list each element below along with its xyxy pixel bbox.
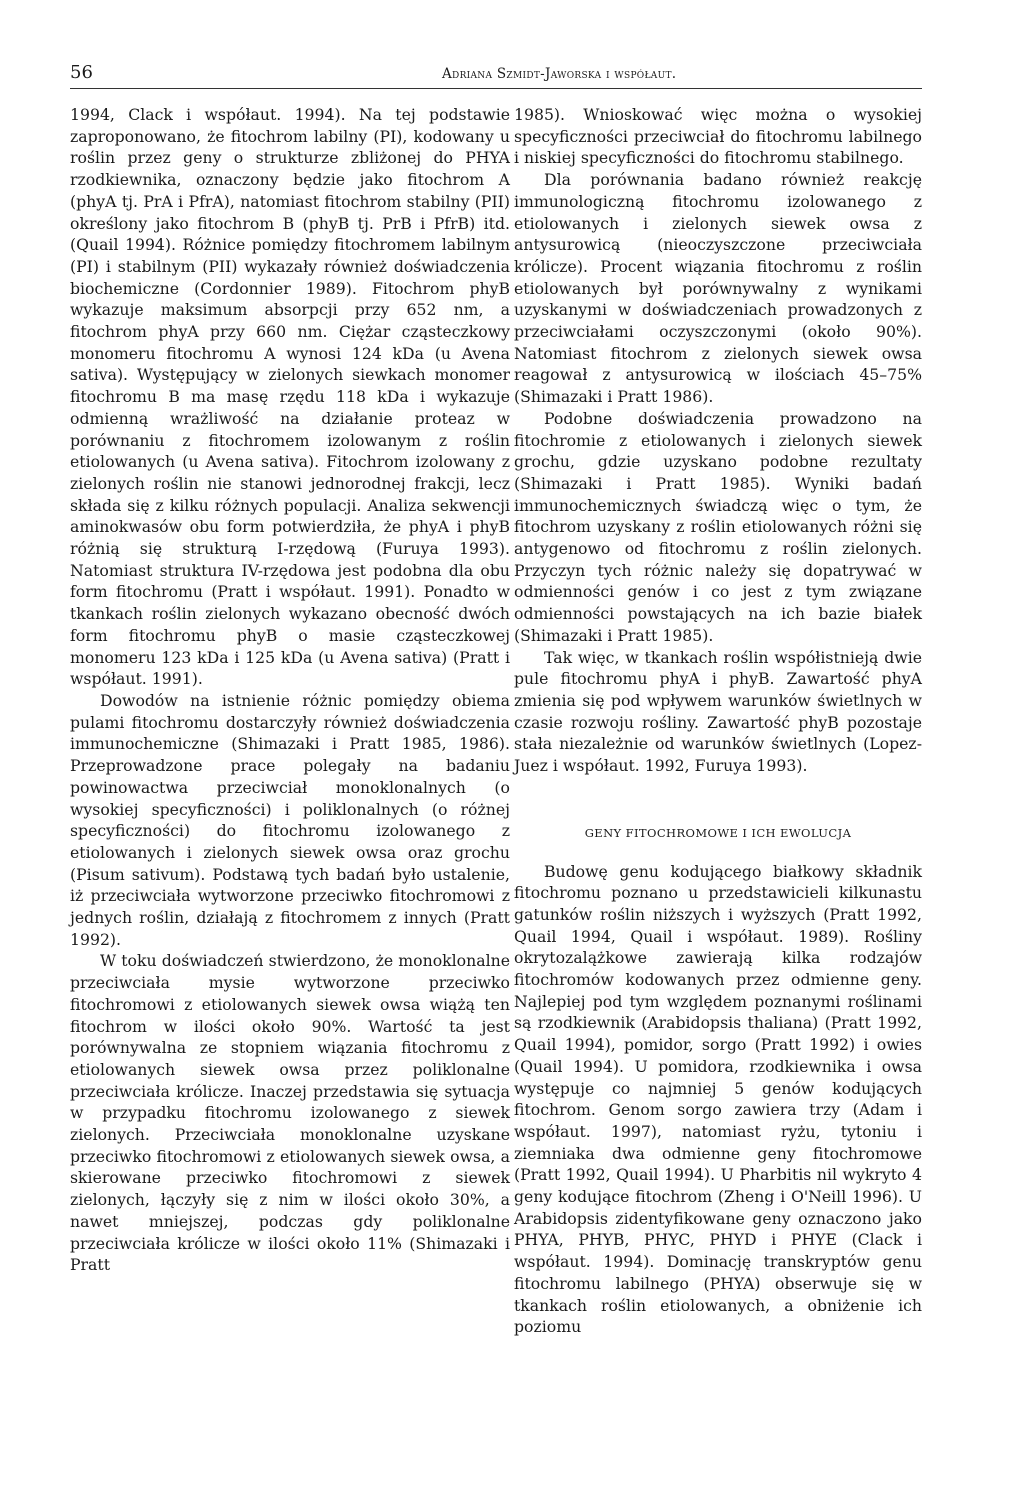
- paragraph: Tak więc, w tkankach roślin współistnieją dwie pule fitochromu phyA i phyB. Zawartość phyA zmienia się pod wpływem warunków świetlnych w czasie rozwoju rośliny. Zawartość phyB pozostaje stała niezależnie od warunków świetlnych (Lopez-Juez i współaut. 1992, Furuya 1993).: [514, 647, 922, 776]
- paragraph: 1985). Wnioskować więc można o wysokiej specyficzności przeciwciał do fitochromu labilnego i niskiej specyficzności do fitochromu stabilnego.: [514, 105, 922, 168]
- paragraph: Budowę genu kodującego białkowy składnik fitochromu poznano u przedstawicieli kilkunastu gatunków roślin niższych i wyższych (Pratt 1992, Quail 1994, Quail i współaut. 1989). Rośliny okrytozalążkowe zawierają kilka rodzajów fitochromów kodowanych przez odmienne geny. Najlepiej pod tym względem poznanymi roślinami są rzodkiewnik (Arabidopsis thaliana) (Pratt 1992, Quail 1994), pomidor, sorgo (Pratt 1992) i owies (Quail 1994). U pomidora, rzodkiewnika i owsa występuje co najmniej 5 genów kodujących fitochrom. Genom sorgo zawiera trzy (Adam i współaut. 1997), natomiast ryżu, tytoniu i ziemniaka dwa odmienne geny fitochromowe (Pratt 1992, Quail 1994). U Pharbitis nil wykryto 4 geny kodujące fitochrom (Zheng i O'Neill 1996). U Arabidopsis zidentyfikowane geny oznaczono jako PHYA, PHYB, PHYC, PHYD i PHYE (Clack i współaut. 1994). Dominację transkryptów genu fitochromu labilnego (PHYA) obserwuje się w tkankach roślin etiolowanych, a obniżenie ich poziomu: [514, 861, 922, 1337]
- paragraph: Podobne doświadczenia prowadzono na fitochromie z etiolowanych i zielonych siewek grochu, gdzie uzyskano podobne rezultaty (Shimazaki i Pratt 1985). Wyniki badań immunochemicznych świadczą więc o tym, że fitochrom uzyskany z roślin etiolowanych różni się antygenowo od fitochromu z roślin zielonych. Przyczyn tych różnic należy się dopatrywać w odmienności genów i co jest z tym związane odmienności powstających na ich bazie białek (Shimazaki i Pratt 1985).: [514, 408, 922, 645]
- left-column: [70, 104, 510, 1276]
- paragraph: Dla porównania badano również reakcję immunologiczną fitochromu izolowanego z etiolowanych i zielonych siewek owsa z antysurowicą (nieoczyszczone przeciwciała królicze). Procent wiązania fitochromu z roślin etiolowanych był porównywalny z wynikami uzyskanymi w doświadczeniach prowadzonych z przeciwciałami oczyszczonymi (około 90%). Natomiast fitochrom z zielonych siewek owsa reagował z antysurowicą w ilościach 45–75% (Shimazaki i Pratt 1986).: [514, 170, 922, 407]
- page-header: [70, 60, 922, 89]
- section-heading: GENY FITOCHROMOWE I ICH EWOLUCJA: [584, 825, 852, 840]
- paragraph: Dowodów na istnienie różnic pomiędzy obiema pulami fitochromu dostarczyły również doświadczenia immunochemiczne (Shimazaki i Pratt 1985, 1986). Przeprowadzone prace polegały na badaniu powinowactwa przeciwciał monoklonalnych (o wysokiej specyficzności) i poliklonalnych (o różnej specyficzności) do fitochromu izolowanego z etiolowanych i zielonych siewek owsa oraz grochu (Pisum sativum). Podstawą tych badań było ustalenie, iż przeciwciała wytworzone przeciwko fitochromowi z jednych roślin, działają z fitochromem z innych (Pratt 1992).: [70, 690, 510, 949]
- paragraph: 1994, Clack i współaut. 1994). Na tej podstawie zaproponowano, że fitochrom labilny (PI), kodowany u roślin przez geny o strukturze zbliżonej do PHYA rzodkiewnika, oznaczony będzie jako fitochrom A (phyA tj. PrA i PfrA), natomiast fitochrom stabilny (PII) określony jako fitochrom B (phyB tj. PrB i PfrB) itd. (Quail 1994). Różnice pomiędzy fitochromem labilnym (PI) i stabilnym (PII) wykazały również doświadczenia biochemiczne (Cordonnier 1989). Fitochrom phyB wykazuje maksimum absorpcji przy 652 nm, a fitochrom phyA przy 660 nm. Ciężar cząsteczkowy monomeru fitochromu A wynosi 124 kDa (u Avena sativa). Występujący w zielonych siewkach monomer fitochromu B ma masę rzędu 118 kDa i wykazuje odmienną wrażliwość na działanie proteaz w porównaniu z fitochromem izolowanym z roślin etiolowanych (u Avena sativa). Fitochrom izolowany z zielonych roślin nie stanowi jednorodnej frakcji, lecz składa się z kilku różnych populacji. Analiza sekwencji aminokwasów obu form potwierdziła, że phyA i phyB różnią się strukturą I-rzędową (Furuya 1993). Natomiast struktura IV-rzędowa jest podobna dla obu form fitochromu (Pratt i współaut. 1991). Ponadto w tkankach roślin zielonych wykazano obecność dwóch form fitochromu phyB o masie cząsteczkowej monomeru 123 kDa i 125 kDa (u Avena sativa) (Pratt i współaut. 1991).: [70, 105, 510, 689]
- running-head: Adriana Szmidt-Jaworska i współaut.: [442, 66, 677, 82]
- right-column: [514, 104, 922, 1338]
- page-number: 56: [70, 62, 93, 83]
- paragraph: W toku doświadczeń stwierdzono, że monoklonalne przeciwciała mysie wytworzone przeciwko fitochromowi z etiolowanych siewek owsa wiążą ten fitochrom w ilości około 90%. Wartość ta jest porównywalna ze stopniem wiązania fitochromu z etiolowanych siewek owsa przez poliklonalne przeciwciała królicze. Inaczej przedstawia się sytuacja w przypadku fitochromu izolowanego z siewek zielonych. Przeciwciała monoklonalne uzyskane przeciwko fitochromowi z etiolowanych siewek owsa, a skierowane przeciwko fitochromowi z siewek zielonych, łączyły się z nim w ilości około 30%, a nawet mniejszej, podczas gdy poliklonalne przeciwciała królicze w ilości około 11% (Shimazaki i Pratt: [70, 951, 510, 1275]
